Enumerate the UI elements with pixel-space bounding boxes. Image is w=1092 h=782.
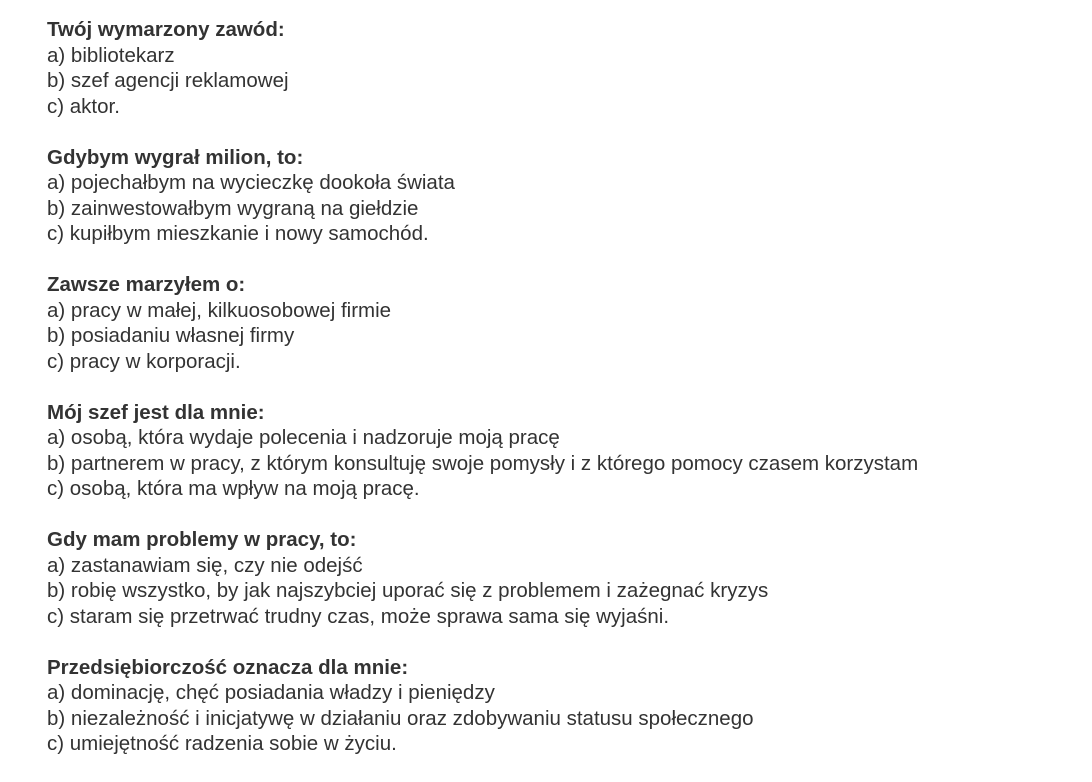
question-2: [47, 145, 1077, 247]
question-title: Mój szef jest dla mnie:: [47, 400, 265, 424]
question-6: [47, 655, 1077, 757]
answer-option-b: b) robię wszystko, by jak najszybciej uporać się z problemem i zażegnać kryzys: [47, 579, 769, 602]
question-1: [47, 17, 1077, 119]
answer-option-c: c) kupiłbym mieszkanie i nowy samochód.: [47, 222, 429, 245]
question-title: Gdybym wygrał milion, to:: [47, 145, 304, 169]
answer-option-a: a) dominację, chęć posiadania władzy i pieniędzy: [47, 681, 495, 704]
answer-option-a: a) pracy w małej, kilkuosobowej firmie: [47, 298, 392, 322]
answer-option-b: b) partnerem w pracy, z którym konsultuję swoje pomysły i z którego pomocy czasem korzystam: [47, 451, 919, 475]
question-title: Twój wymarzony zawód:: [47, 18, 285, 41]
answer-option-c: c) umiejętność radzenia sobie w życiu.: [47, 732, 397, 755]
answer-option-b: b) szef agencji reklamowej: [47, 69, 289, 92]
answer-option-b: b) zainwestowałbym wygraną na giełdzie: [47, 196, 419, 220]
answer-option-a: a) pojechałbym na wycieczkę dookoła świata: [47, 171, 455, 194]
answer-option-c: c) staram się przetrwać trudny czas, może sprawa sama się wyjaśni.: [47, 604, 670, 628]
question-5: [47, 527, 1077, 629]
question-title: Przedsiębiorczość oznacza dla mnie:: [47, 655, 409, 679]
quiz-document: [47, 17, 1077, 782]
question-title: Gdy mam problemy w pracy, to:: [47, 528, 357, 551]
answer-option-c: c) osobą, która ma wpływ na moją pracę.: [47, 477, 420, 500]
answer-option-a: a) bibliotekarz: [47, 43, 175, 67]
answer-option-c: c) pracy w korporacji.: [47, 349, 241, 373]
answer-option-c: c) aktor.: [47, 94, 120, 118]
answer-option-a: a) osobą, która wydaje polecenia i nadzoruje moją pracę: [47, 426, 560, 449]
question-3: [47, 272, 1077, 374]
answer-option-a: a) zastanawiam się, czy nie odejść: [47, 553, 363, 577]
question-title: Zawsze marzyłem o:: [47, 273, 246, 296]
question-4: [47, 400, 1077, 502]
answer-option-b: b) posiadaniu własnej firmy: [47, 324, 295, 347]
answer-option-b: b) niezależność i inicjatywę w działaniu oraz zdobywaniu statusu społecznego: [47, 706, 754, 730]
